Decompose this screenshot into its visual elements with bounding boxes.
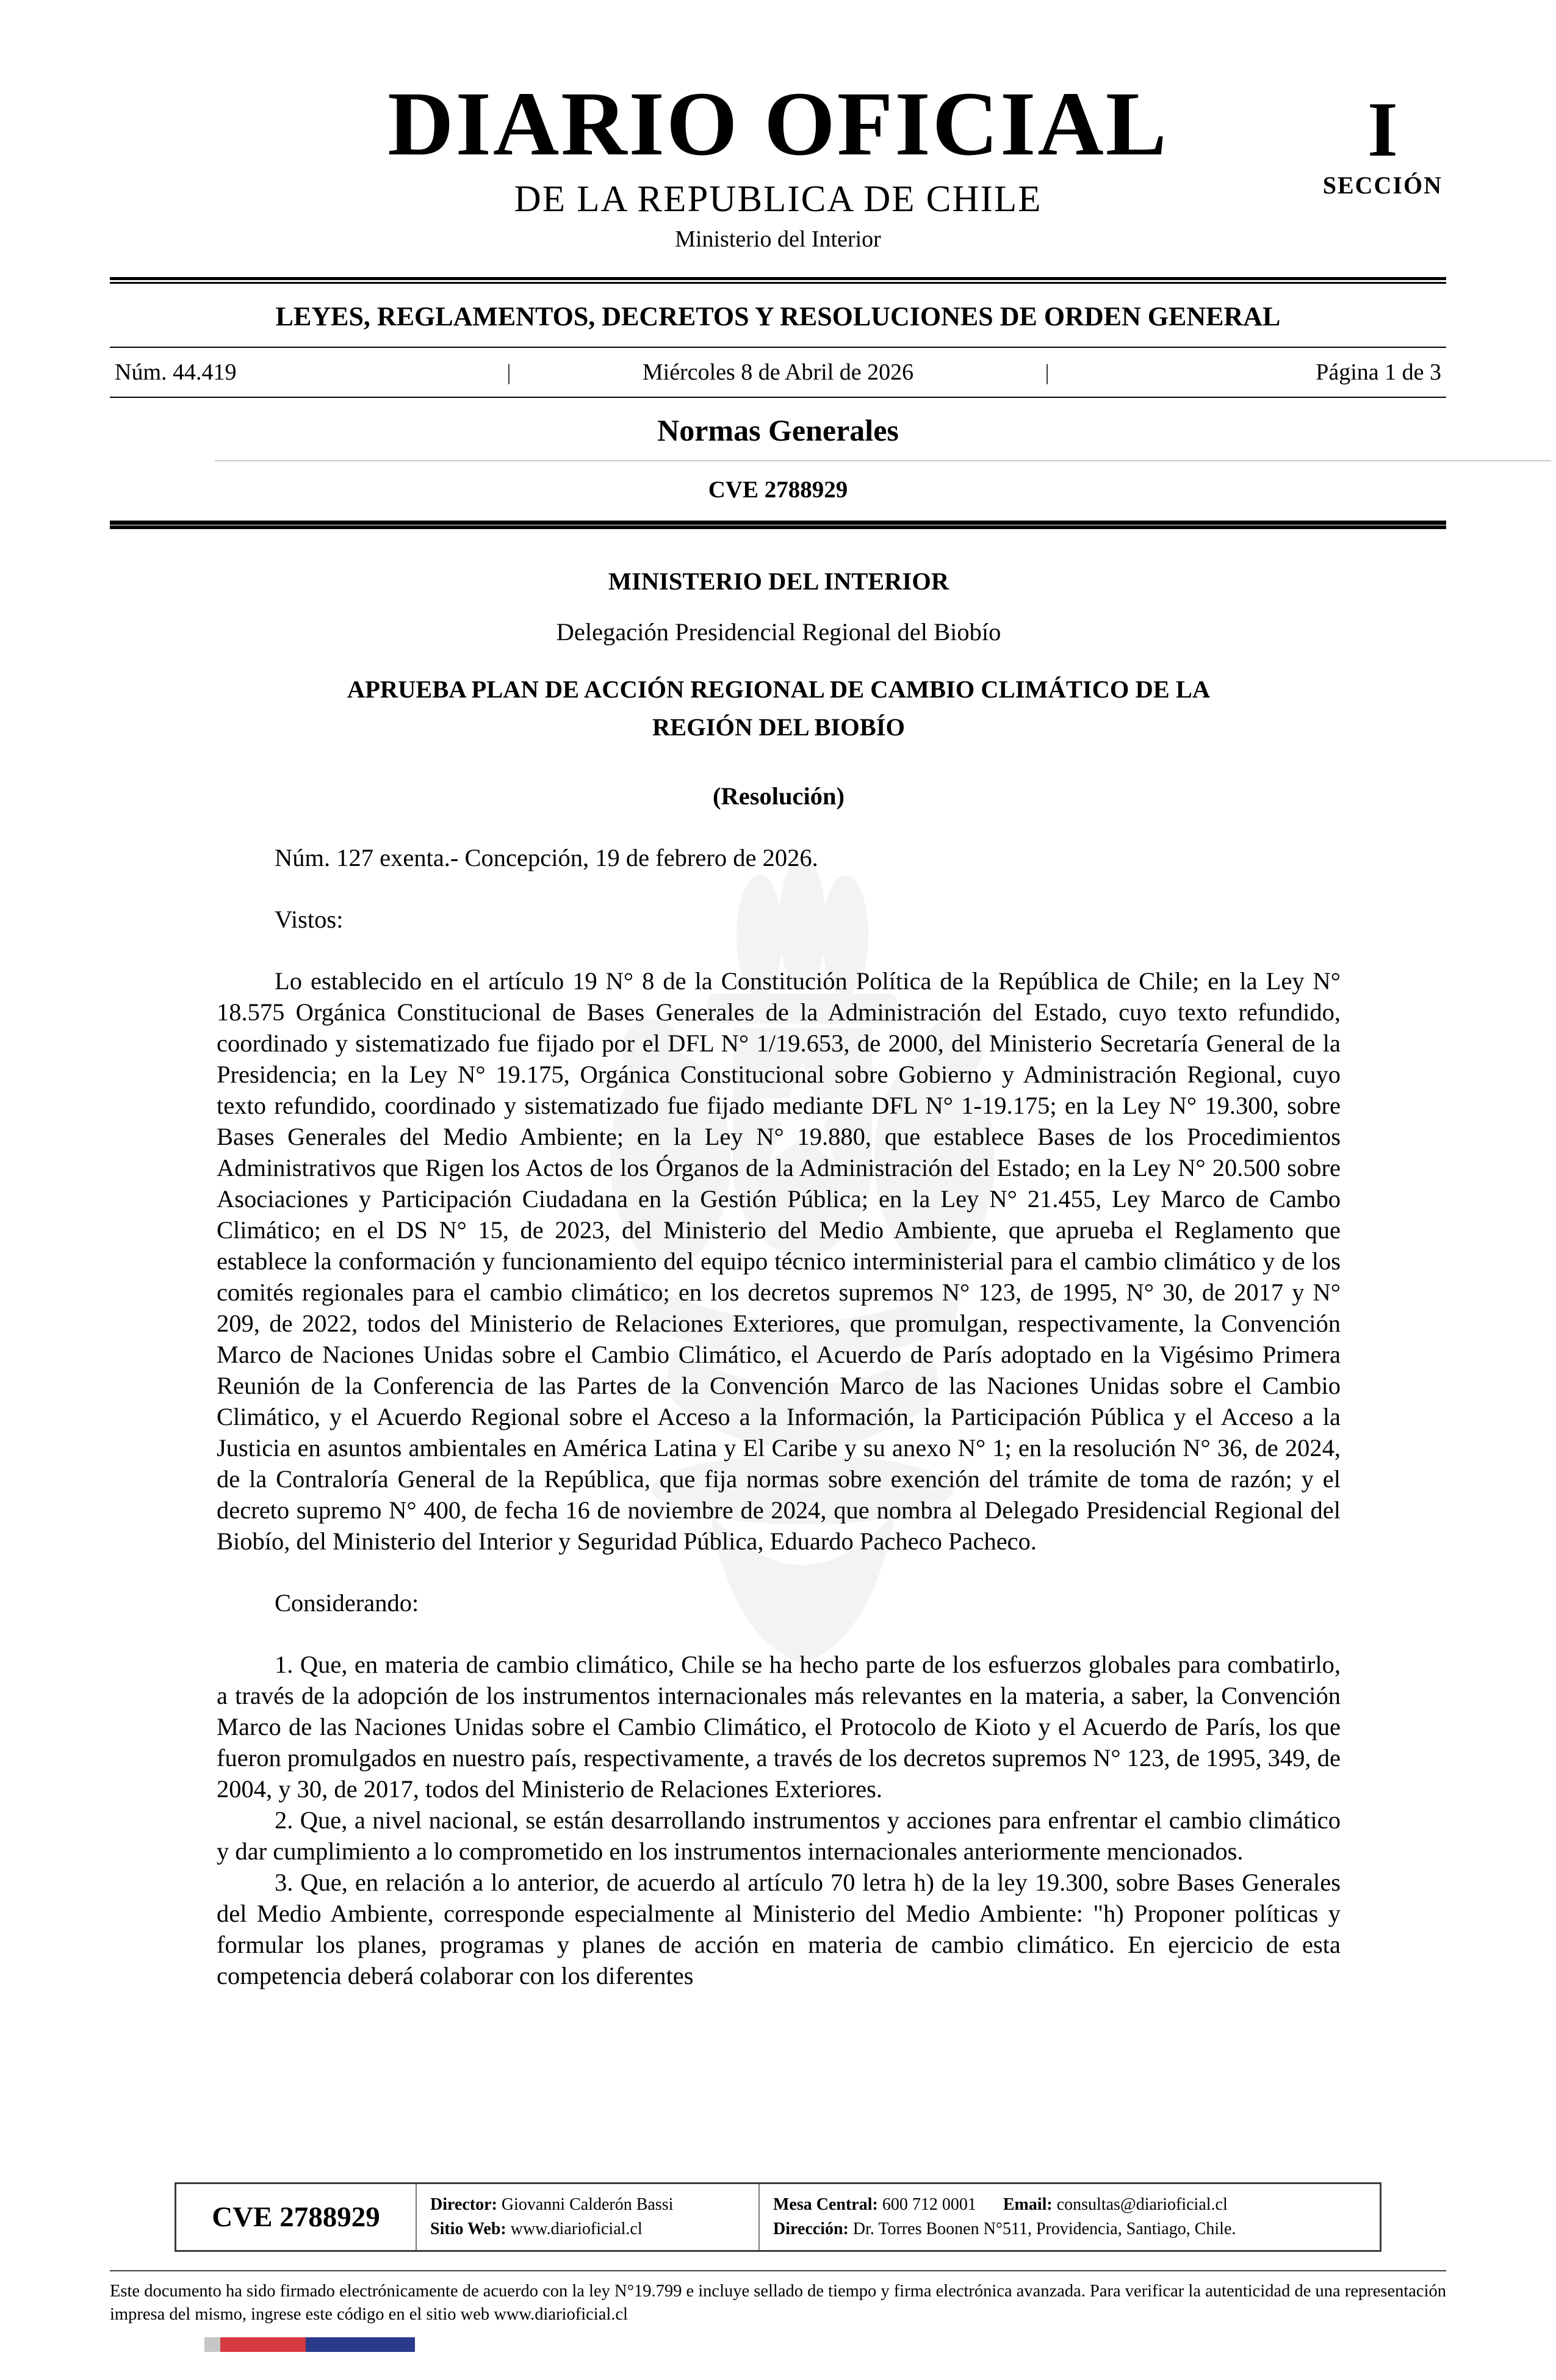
vistos-label: Vistos: <box>275 906 344 933</box>
issue-number: Núm. 44.419 <box>115 359 237 385</box>
document-body <box>110 529 1446 1991</box>
legal-divider <box>110 2270 1446 2271</box>
resolution-number-line: Núm. 127 exenta.- Concepción, 19 de febrero de 2026. <box>275 844 818 871</box>
footer-contact-column <box>758 2184 1380 2250</box>
footer-director-line <box>430 2193 745 2217</box>
issuing-delegation: Delegación Presidencial Regional del Biobío <box>556 618 1001 646</box>
masthead <box>110 0 1446 253</box>
resolution-title-line1: APRUEBA PLAN DE ACCIÓN REGIONAL DE CAMBIO CLIMÁTICO DE LA <box>347 676 1211 703</box>
address-label: Dirección: <box>773 2220 849 2238</box>
address-value: Dr. Torres Boonen N°511, Providencia, Santiago, Chile. <box>852 2220 1236 2238</box>
resolution-title-line2: REGIÓN DEL BIOBÍO <box>652 713 906 741</box>
phone-value: 600 712 0001 <box>882 2195 976 2214</box>
legal-notice: Este documento ha sido firmado electrónicamente de acuerdo con la ley N°19.799 e incluye sellado de tiempo y firma electrónica avanzada. Para verificar la autenticidad de una representación impresa del mismo, ingrese este código en el sitio web www.diarioficial.cl <box>110 2282 1446 2324</box>
masthead-center <box>110 73 1446 253</box>
meta-separator: | <box>506 360 511 384</box>
site-label: Sitio Web: <box>430 2220 506 2238</box>
director-label: Director: <box>430 2195 497 2214</box>
footer-phone-email-line <box>773 2193 1366 2217</box>
page-footer <box>110 2182 1446 2352</box>
considerando-label: Considerando: <box>275 1589 419 1617</box>
section-heading: Normas Generales <box>657 413 899 447</box>
footer-info-box <box>175 2182 1381 2252</box>
resolution-title <box>217 671 1341 746</box>
document-type-label: (Resolución) <box>713 782 845 810</box>
footer-director-column <box>416 2184 758 2250</box>
heavy-divider <box>110 521 1446 529</box>
stamp-segment-red <box>220 2337 306 2352</box>
section-numeral: I <box>1367 86 1398 173</box>
considerando-paragraph-1: 1. Que, en materia de cambio climático, Chile se ha hecho parte de los esfuerzos globales para combatirlo, a través de la adopción de los instrumentos internacionales más relevantes en la materia, a saber, la Convención Marco de las Naciones Unidas sobre el Cambio Climático, el Protocolo de Kioto y el Acuerdo de París, los que fueron promulgados en nuestro país, respectivamente, a través de los decretos supremos N° 123, de 1995, 349, de 2004, y 30, de 2017, todos del Ministerio de Relaciones Exteriores. <box>217 1651 1341 1803</box>
masthead-divider <box>110 277 1446 284</box>
stamp-segment-gray <box>204 2337 220 2352</box>
footer-address-line <box>773 2217 1366 2241</box>
divider <box>110 397 1446 398</box>
email-label: Email: <box>1003 2195 1053 2214</box>
meta-separator: | <box>1045 360 1050 384</box>
masthead-ministry: Ministerio del Interior <box>675 226 881 252</box>
banner-heading: LEYES, REGLAMENTOS, DECRETOS Y RESOLUCIONES DE ORDEN GENERAL <box>275 301 1281 331</box>
cve-heading: CVE 2788929 <box>708 477 848 503</box>
stamp-segment-blue <box>306 2337 415 2352</box>
director-value: Giovanni Calderón Bassi <box>501 2195 674 2214</box>
masthead-subtitle: DE LA REPUBLICA DE CHILE <box>514 179 1042 220</box>
considerando-paragraph-3: 3. Que, en relación a lo anterior, de acuerdo al artículo 70 letra h) de la ley 19.300, sobre Bases Generales del Medio Ambiente, corresponde especialmente al Ministerio del Medio Ambiente: "h) Proponer políticas y formular los planes, programas y planes de acción en materia de cambio climático. En ejercicio de esta competencia deberá colaborar con los diferentes <box>217 1869 1341 1989</box>
page-indicator: Página 1 de 3 <box>1316 359 1441 385</box>
masthead-title: DIARIO OFICIAL <box>387 73 1169 175</box>
footer-site-line <box>430 2217 745 2241</box>
section-label: SECCIÓN <box>1322 171 1443 199</box>
issue-meta-row <box>110 348 1446 397</box>
vistos-paragraph: Lo establecido en el artículo 19 N° 8 de la Constitución Política de la República de Chile; en la Ley N° 18.575 Orgánica Constitucional de Bases Generales de la Administración del Estado, cuyo texto refundido, coordinado y sistematizado fue fijado por el DFL N° 1/19.653, de 2000, del Ministerio Secretaría General de la Presidencia; en la Ley N° 19.175, Orgánica Constitucional sobre Gobierno y Administración Regional, cuyo texto refundido, coordinado y sistematizado fue fijado mediante DFL N° 1-19.175; en la Ley N° 19.300, sobre Bases Generales del Medio Ambiente; en la Ley N° 19.880, que establece Bases de los Procedimientos Administrativos que Rigen los Actos de los Órganos de la Administración del Estado; en la Ley N° 20.500 sobre Asociaciones y Participación Ciudadana en la Gestión Pública; en la Ley N° 21.455, Ley Marco de Cambo Climático; en el DS N° 15, de 2023, del Ministerio del Medio Ambiente, que aprueba el Reglamento que establece la conformación y funcionamiento del equipo técnico interministerial para el cambio climático y de los comités regionales para el cambio climático; en los decretos supremos N° 123, de 1995, N° 30, de 2017 y N° 209, de 2022, todos del Ministerio de Relaciones Exteriores, que promulgan, respectivamente, la Convención Marco de Naciones Unidas sobre el Cambio Climático, el Acuerdo de París adoptado en la Vigésimo Primera Reunión de la Conferencia de las Partes de la Convención Marco de las Naciones Unidas sobre el Cambio Climático, y el Acuerdo Regional sobre el Acceso a la Información, la Participación Pública y el Acceso a la Justicia en asuntos ambientales en América Latina y El Caribe y su anexo N° 1; en la resolución N° 36, de 2024, de la Contraloría General de la República, que fija normas sobre exención del trámite de toma de razón; y el decreto supremo N° 400, de fecha 16 de noviembre de 2024, que nombra al Delegado Presidencial Regional del Biobío, del Ministerio del Interior y Seguridad Pública, Eduardo Pacheco Pacheco. <box>217 967 1341 1555</box>
phone-label: Mesa Central: <box>773 2195 878 2214</box>
considerando-paragraph-2: 2. Que, a nivel nacional, se están desarrollando instrumentos y acciones para enfrentar el cambio climático y dar cumplimiento a lo comprometido en los instrumentos internacionales anteriormente mencionados. <box>217 1806 1341 1865</box>
section-indicator <box>1322 86 1443 200</box>
issue-date: Miércoles 8 de Abril de 2026 <box>642 359 914 385</box>
signature-stamp <box>204 2337 415 2352</box>
email-value: consultas@diarioficial.cl <box>1056 2195 1228 2214</box>
issuing-ministry: MINISTERIO DEL INTERIOR <box>608 568 949 595</box>
light-divider <box>215 460 1551 461</box>
site-value: www.diarioficial.cl <box>510 2220 643 2238</box>
footer-cve: CVE 2788929 <box>212 2201 380 2233</box>
